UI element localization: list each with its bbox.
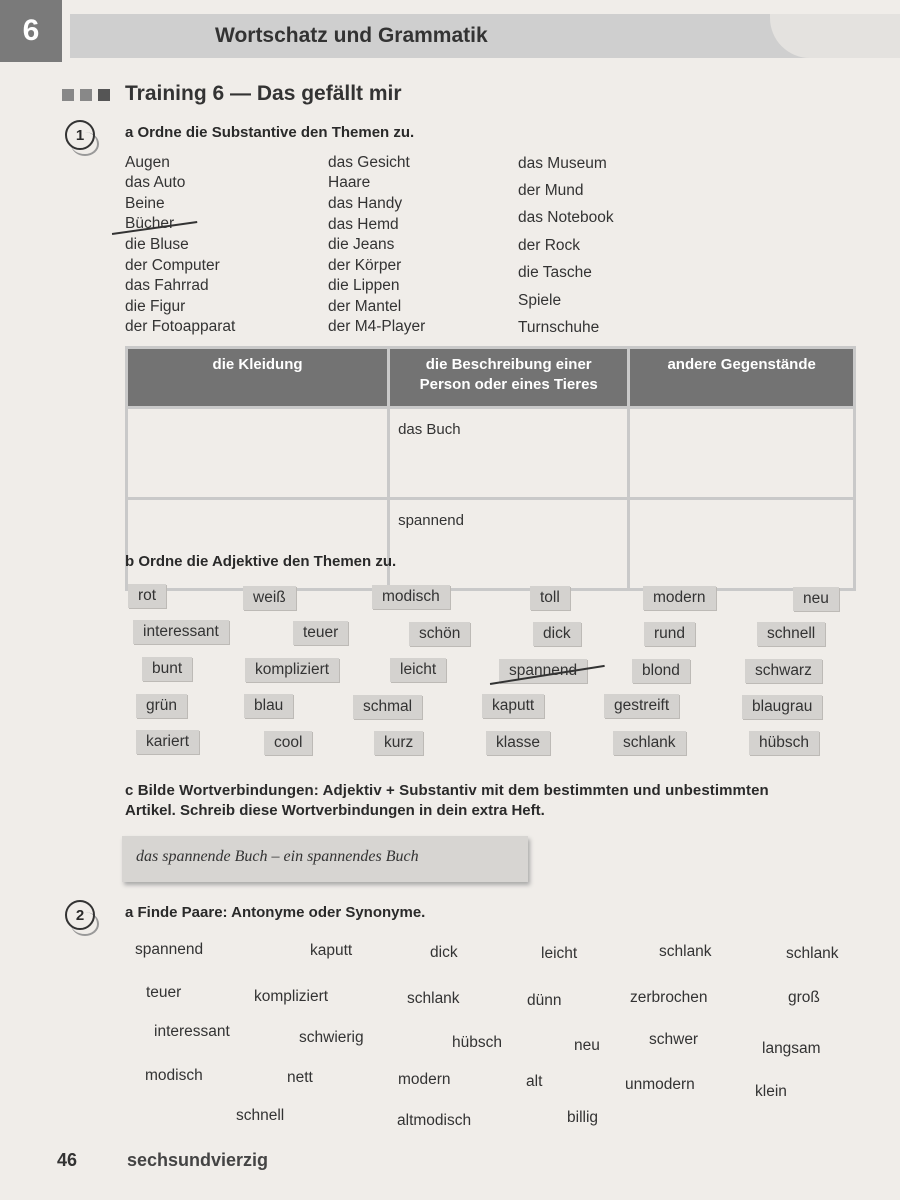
noun-item: der Computer <box>125 257 220 274</box>
table-header-description: die Beschreibung einer Person oder eines Tieres <box>389 348 629 408</box>
adjective-tag: blau <box>244 694 293 718</box>
noun-item: Spiele <box>518 292 562 309</box>
pair-word: schlank <box>659 943 712 960</box>
task-1b-instruction: b Ordne die Adjektive den Themen zu. <box>125 553 397 570</box>
noun-item: der M4-Player <box>328 318 426 335</box>
page-number-word: sechsundvierzig <box>127 1150 269 1170</box>
table-cell[interactable] <box>127 499 389 590</box>
adjective-tag: hübsch <box>749 731 819 755</box>
noun-item: der Mantel <box>328 298 402 315</box>
noun-item: das Notebook <box>518 209 614 226</box>
adjective-tag: schön <box>409 622 470 646</box>
table-header-other: andere Gegenstände <box>629 348 855 408</box>
noun-item: das Handy <box>328 195 403 212</box>
pair-word: alt <box>526 1073 543 1090</box>
adjective-tag: neu <box>793 587 839 611</box>
pair-word: schwierig <box>299 1029 364 1046</box>
pair-word: schlank <box>786 945 839 962</box>
noun-item: die Jeans <box>328 236 395 253</box>
exercise-number-1: 1 <box>65 120 95 150</box>
pair-word: kaputt <box>310 942 353 959</box>
adjective-tag: cool <box>264 731 312 755</box>
noun-item-crossed: Bücher <box>125 215 175 232</box>
example-box <box>122 836 528 882</box>
noun-item: der Körper <box>328 257 402 274</box>
table-cell[interactable] <box>629 408 855 499</box>
adjective-tag: modern <box>643 586 716 610</box>
exercise-number-2: 2 <box>65 900 95 930</box>
adjective-tag: modisch <box>372 585 450 609</box>
noun-item: Haare <box>328 174 371 191</box>
section-marker-square <box>62 89 74 101</box>
adjective-tag-crossed: spannend <box>499 659 587 683</box>
adjective-tag: bunt <box>142 657 192 681</box>
chapter-number: 6 <box>0 0 62 62</box>
pair-word: klein <box>755 1083 787 1100</box>
noun-item: die Tasche <box>518 264 592 281</box>
adjective-tag: kariert <box>136 730 199 754</box>
adjective-tag: toll <box>530 586 570 610</box>
pair-word: unmodern <box>625 1076 695 1093</box>
task-1a-instruction: a Ordne die Substantive den Themen zu. <box>125 124 415 141</box>
pair-word: groß <box>788 989 820 1006</box>
adjective-tag: schmal <box>353 695 422 719</box>
adjective-tag: teuer <box>293 621 348 645</box>
noun-item: Turnschuhe <box>518 319 600 336</box>
adjective-tag: kaputt <box>482 694 544 718</box>
noun-item: das Gesicht <box>328 154 410 171</box>
pair-word: modern <box>398 1071 451 1088</box>
table-cell[interactable]: spannend <box>389 499 629 590</box>
chapter-title: Wortschatz und Grammatik <box>215 24 488 47</box>
pair-word: kompliziert <box>254 988 329 1005</box>
pair-word: schnell <box>236 1107 285 1124</box>
pair-word: interessant <box>154 1023 230 1040</box>
noun-item: das Museum <box>518 155 607 172</box>
section-marker-square <box>80 89 92 101</box>
pair-word: schlank <box>407 990 460 1007</box>
noun-item: das Hemd <box>328 216 399 233</box>
adjective-tag: klasse <box>486 731 550 755</box>
pair-word: nett <box>287 1069 313 1086</box>
task-1c-instruction-line2: Artikel. Schreib diese Wortverbindungen in dein extra Heft. <box>125 802 545 819</box>
adjective-tag: blaugrau <box>742 695 822 719</box>
adjective-tag: blond <box>632 659 690 683</box>
adjective-tag: schwarz <box>745 659 822 683</box>
section-title: Training 6 — Das gefällt mir <box>125 82 402 105</box>
page-number: 46 <box>57 1150 78 1170</box>
noun-item: der Mund <box>518 182 584 199</box>
adjective-tag: rot <box>128 584 166 608</box>
pair-word: schwer <box>649 1031 699 1048</box>
pair-word: hübsch <box>452 1034 502 1051</box>
table-header-row <box>127 348 855 408</box>
table-cell[interactable] <box>629 499 855 590</box>
example-text: das spannende Buch – ein spannendes Buch <box>136 848 419 865</box>
pair-word: zerbrochen <box>630 989 708 1006</box>
table-header-clothing: die Kleidung <box>127 348 389 408</box>
chapter-header <box>0 0 900 62</box>
pair-word: altmodisch <box>397 1112 472 1129</box>
adjective-tag: schlank <box>613 731 686 755</box>
pair-word: leicht <box>541 945 578 962</box>
noun-item: die Bluse <box>125 236 189 253</box>
task-1c-instruction-line1: c Bilde Wortverbindungen: Adjektiv + Substantiv mit dem bestimmten und unbestimmten <box>125 782 769 799</box>
table-cell[interactable]: das Buch <box>389 408 629 499</box>
adjective-tag: dick <box>533 622 581 646</box>
table-row <box>127 499 855 590</box>
noun-item: Augen <box>125 154 170 171</box>
section-marker-square <box>98 89 110 101</box>
pair-word: modisch <box>145 1067 203 1084</box>
task-2a-instruction: a Finde Paare: Antonyme oder Synonyme. <box>125 904 426 921</box>
pair-word: billig <box>567 1109 599 1126</box>
pair-word: neu <box>574 1037 600 1054</box>
pair-word: dünn <box>527 992 562 1009</box>
adjective-tag: rund <box>644 622 695 646</box>
adjective-tag: interessant <box>133 620 229 644</box>
adjective-tag: gestreift <box>604 694 679 718</box>
adjective-tag: kurz <box>374 731 423 755</box>
noun-item: der Fotoapparat <box>125 318 236 335</box>
pair-word: langsam <box>762 1040 821 1057</box>
noun-item: die Lippen <box>328 277 400 294</box>
noun-item: Beine <box>125 195 165 212</box>
pair-word: dick <box>430 944 458 961</box>
table-cell[interactable] <box>127 408 389 499</box>
adjective-tag: schnell <box>757 622 825 646</box>
adjective-tag: leicht <box>390 658 446 682</box>
adjective-tag: kompliziert <box>245 658 339 682</box>
pair-word: teuer <box>146 984 182 1001</box>
noun-item: das Fahrrad <box>125 277 209 294</box>
noun-item: die Figur <box>125 298 186 315</box>
table-row <box>127 408 855 499</box>
noun-item: das Auto <box>125 174 186 191</box>
adjective-tag: weiß <box>243 586 296 610</box>
adjective-tag: grün <box>136 694 187 718</box>
noun-item: der Rock <box>518 237 581 254</box>
pair-word: spannend <box>135 941 204 958</box>
